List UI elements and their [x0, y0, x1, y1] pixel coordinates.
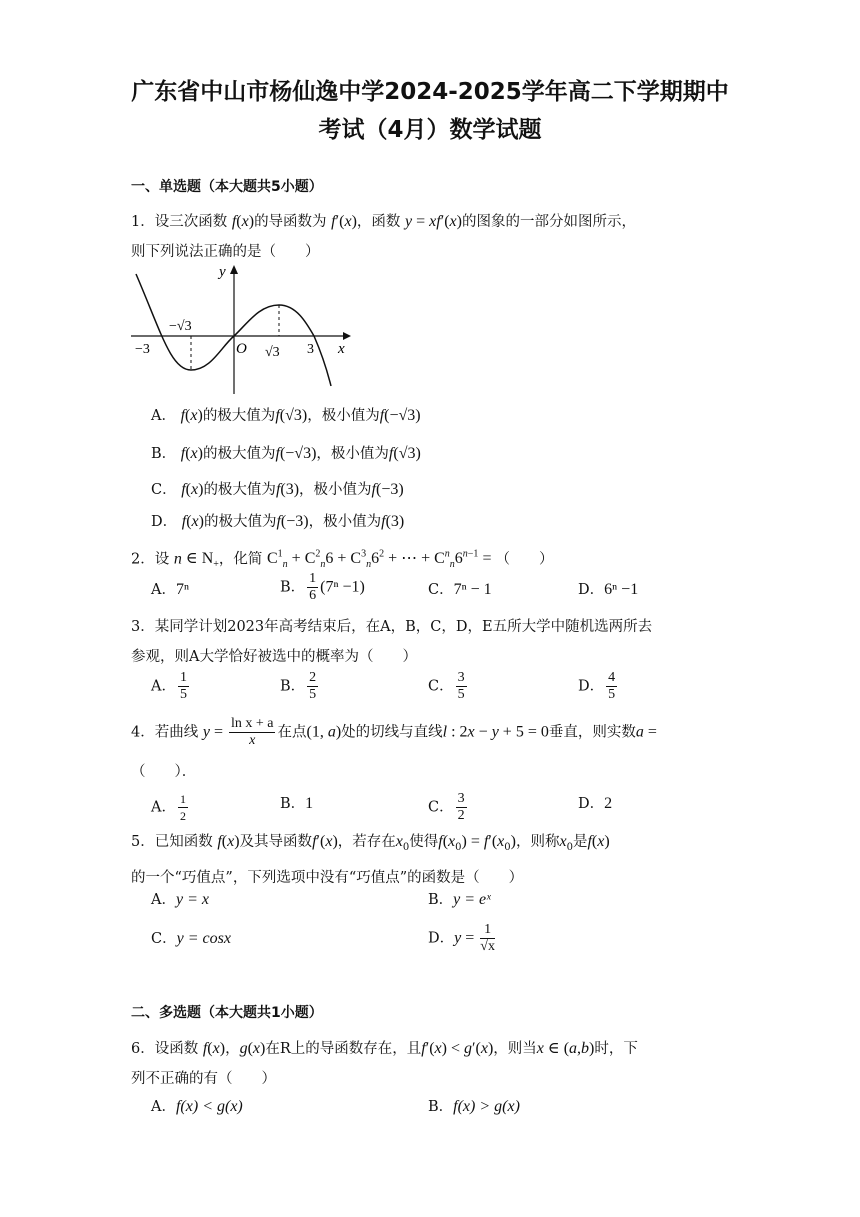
origin-label: O: [236, 341, 247, 357]
title-line-1: 广东省中山市杨仙逸中学2024-2025学年高二下学期期中: [131, 79, 729, 105]
question-2: 2．设 n ∈ $N_+$，化简 $C^1_n + C^2_n6 + C^3_n6^2$ + ⋯ + $C^n_n6^{n-1}$ = （ ）: [131, 549, 554, 571]
q5-option-b[interactable]: B．y = eˣ: [428, 891, 491, 908]
question-3: 3．某同学计划2023年高考结束后，在A，B，C，D，E五所大学中随机选两所去 参观，则A大学恰好被选中的概率为（ ）: [131, 619, 653, 665]
x-axis-label: x: [338, 341, 345, 357]
question-number: 5．: [131, 834, 155, 850]
question-number: 4．: [131, 724, 155, 741]
q1-option-b[interactable]: B． f(x)的极大值为f(−√3)，极小值为f(√3): [151, 445, 421, 462]
q1-option-d[interactable]: D． f(x)的极大值为f(−3)，极小值为f(3): [151, 513, 405, 530]
question-4-line-2: （ ）．: [131, 764, 197, 780]
x-axis-arrow: [343, 332, 351, 340]
q3-option-c[interactable]: C． $\frac{3}{5}$: [428, 670, 465, 702]
q2-option-d[interactable]: D．6ⁿ −1: [578, 581, 639, 598]
q4-option-d[interactable]: D．2: [578, 795, 613, 812]
question-number: 3．: [131, 619, 155, 635]
question-4: 4．若曲线 y = $\frac{\text{ln x + a}}{x}$ 在点(1, a)处的切线与直线l : 2x − y + 5 = 0垂直，则实数a =: [131, 716, 657, 748]
derivative-graph: [131, 262, 356, 397]
section-multiple-choice: 二、多选题（本大题共1小题）: [131, 1005, 323, 1021]
tick-label-pos-sqrt3: √3: [265, 345, 280, 360]
section-single-choice: 一、单选题（本大题共5小题）: [131, 179, 323, 195]
question-6: 6．设函数 f(x)，g(x)在R上的导函数存在，且f′(x) < g′(x)，则当x ∈ (a,b)时，下 列不正确的有（ ）: [131, 1040, 638, 1087]
q3-option-b[interactable]: B． $\frac{2}{5}$: [280, 670, 317, 702]
tick-label-minus-3: −3: [135, 342, 150, 357]
question-number: 6．: [131, 1041, 155, 1057]
q4-option-b[interactable]: B．1: [280, 795, 314, 812]
q2-option-a[interactable]: A．7ⁿ: [151, 581, 190, 598]
q5-option-c[interactable]: C．y = cosx: [151, 930, 231, 947]
q2-option-c[interactable]: C．7ⁿ − 1: [428, 581, 492, 598]
q6-option-a[interactable]: A．f(x) < g(x): [151, 1098, 243, 1115]
q4-option-c[interactable]: C． $\frac{3}{2}$: [428, 791, 465, 823]
q6-option-b[interactable]: B．f(x) > g(x): [428, 1098, 520, 1115]
tick-label-neg-sqrt3: −√3: [169, 319, 192, 334]
q5-option-d[interactable]: D．y = $\frac{1}{√x}$: [428, 922, 495, 954]
y-axis-arrow: [230, 265, 238, 274]
question-number: 1．: [131, 214, 155, 230]
q4-option-a[interactable]: A． $\frac{1}{2}$: [151, 792, 186, 823]
y-axis-label: y: [219, 264, 226, 280]
q2-option-b[interactable]: B． $\frac{1}{6}$ (7ⁿ −1): [280, 571, 365, 603]
question-number: 2．: [131, 551, 155, 568]
q1-option-a[interactable]: A． f(x)的极大值为f(√3)，极小值为f(−√3): [151, 407, 421, 424]
title-line-2: 考试（4月）数学试题: [318, 117, 542, 143]
question-1: 1．设三次函数 f(x)的导函数为 f′(x)，函数 y = xf′(x)的图象的一部分如图所示， 则下列说法正确的是（ ）: [131, 213, 636, 260]
q5-option-a[interactable]: A．y = x: [151, 891, 209, 908]
q1-option-c[interactable]: C． f(x)的极大值为f(3)，极小值为f(−3): [151, 481, 404, 498]
question-5: 5．已知函数 f(x)及其导函数f′(x)，若存在$x_0$使得$f(x_0) = f'(x_0)$，则称$x_0$是f(x) 的一个“巧值点”，下列选项中没有“巧值点”的函数是（ ）: [131, 833, 610, 886]
tick-label-3: 3: [307, 342, 314, 357]
q3-option-a[interactable]: A． $\frac{1}{5}$: [151, 670, 187, 702]
q3-option-d[interactable]: D． $\frac{4}{5}$: [578, 670, 616, 702]
